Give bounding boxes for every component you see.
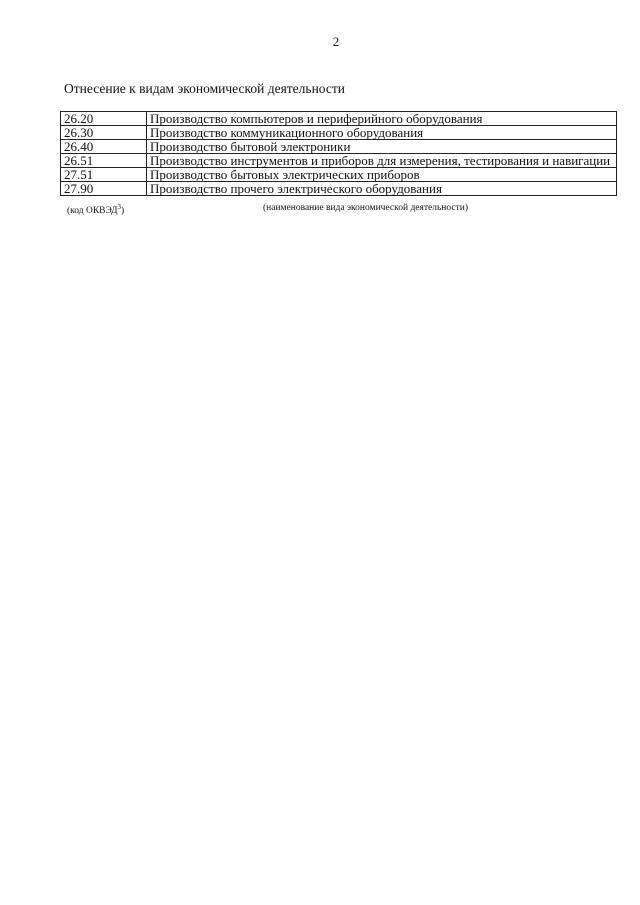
code-caption-close: ): [120, 206, 125, 217]
table-row: [61, 182, 617, 196]
code-caption-text: (код ОКВЭД: [67, 206, 118, 217]
okved-code: 27.90: [61, 182, 147, 196]
okved-code: 27.51: [61, 168, 147, 182]
activity-name: Производство бытовых электрических приборов: [147, 168, 617, 182]
table-row: [61, 112, 617, 126]
table-row: [61, 140, 617, 154]
okved-code: 26.51: [61, 154, 147, 168]
okved-code: 26.20: [61, 112, 147, 126]
activity-name: Производство коммуникационного оборудования: [147, 126, 617, 140]
footnote-marker: 3: [117, 203, 121, 211]
page-number: 2: [332, 34, 340, 49]
okved-code: 26.40: [61, 140, 147, 154]
activity-name: Производство инструментов и приборов для измерения, тестирования и навигации: [147, 154, 617, 168]
activity-name: Производство бытовой электроники: [147, 140, 617, 154]
table-row: [61, 154, 617, 168]
section-title: Отнесение к видам экономической деятельности: [64, 81, 345, 96]
name-column-caption: (наименование вида экономической деятельности): [263, 203, 468, 213]
okved-table: [60, 111, 617, 196]
activity-name: Производство компьютеров и периферийного оборудования: [147, 112, 617, 126]
table-row: [61, 126, 617, 140]
table-row: [61, 168, 617, 182]
code-column-caption: [67, 203, 124, 216]
okved-code: 26.30: [61, 126, 147, 140]
activity-name: Производство прочего электрического оборудования: [147, 182, 617, 196]
